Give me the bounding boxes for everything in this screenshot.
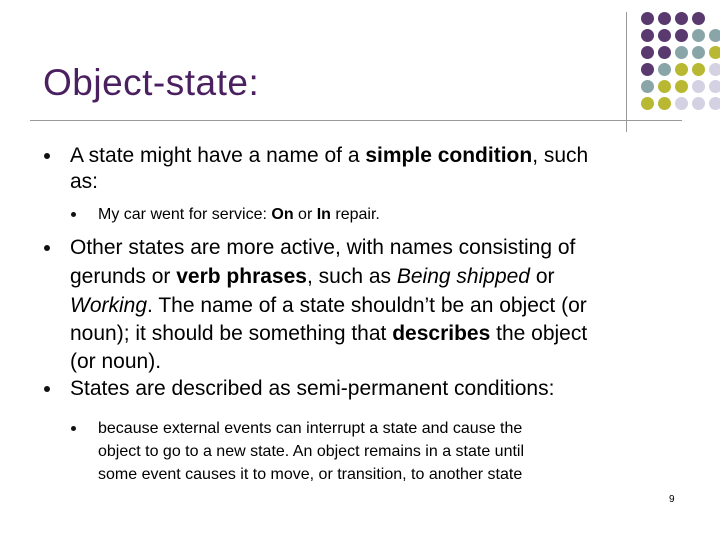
dot bbox=[709, 80, 720, 93]
dot bbox=[641, 63, 654, 76]
dot bbox=[692, 97, 705, 110]
text-run: object to go to a new state. An object remains in a state until bbox=[98, 443, 525, 460]
dot bbox=[675, 29, 688, 42]
dot bbox=[641, 29, 654, 42]
dot bbox=[675, 46, 688, 59]
dot bbox=[641, 97, 654, 110]
dot bbox=[658, 46, 671, 59]
text-run: , such bbox=[532, 144, 589, 167]
dot bbox=[641, 80, 654, 93]
page-number: 9 bbox=[669, 494, 675, 505]
bullet-text bbox=[70, 322, 587, 346]
bullet-text bbox=[70, 265, 555, 289]
dot bbox=[641, 12, 654, 25]
text-run: Other states are more active, with names consisting of bbox=[70, 236, 576, 259]
dot bbox=[675, 97, 688, 110]
sub-bullet-text bbox=[98, 465, 522, 485]
dot bbox=[709, 29, 720, 42]
text-run: , such as bbox=[306, 265, 397, 288]
text-run: some event causes it to move, or transition, to another state bbox=[98, 466, 523, 483]
dot bbox=[675, 80, 688, 93]
dot bbox=[692, 63, 705, 76]
bullet-text bbox=[70, 294, 587, 318]
sub-bullet-marker bbox=[71, 426, 76, 431]
bold-text: describes bbox=[392, 322, 491, 345]
bullet-text bbox=[70, 144, 588, 168]
bold-text: verb phrases bbox=[176, 265, 307, 288]
bold-text: On bbox=[271, 206, 294, 223]
dot bbox=[692, 29, 705, 42]
text-run: or bbox=[293, 206, 317, 223]
text-run: repair. bbox=[330, 206, 380, 223]
text-run: as: bbox=[70, 170, 99, 193]
dot bbox=[658, 12, 671, 25]
bullet-text bbox=[70, 377, 554, 401]
italic-text: Being shipped bbox=[396, 265, 530, 288]
dot bbox=[709, 97, 720, 110]
bullet-text bbox=[70, 350, 161, 374]
text-run: or bbox=[529, 265, 555, 288]
sub-bullet-text bbox=[98, 205, 380, 225]
italic-text: Working bbox=[70, 294, 148, 317]
text-run: States are described as semi-permanent conditions: bbox=[70, 377, 555, 400]
dot bbox=[675, 63, 688, 76]
sub-bullet-text bbox=[98, 442, 524, 462]
text-run: My car went for service: bbox=[98, 206, 272, 223]
text-run: (or noun). bbox=[70, 350, 162, 373]
text-run: the object bbox=[490, 322, 588, 345]
sub-bullet-marker bbox=[71, 212, 76, 217]
slide-title: Object-state: bbox=[43, 62, 260, 103]
text-run: A state might have a name of a bbox=[70, 144, 366, 167]
vertical-divider bbox=[626, 12, 627, 132]
dot bbox=[692, 46, 705, 59]
text-run: because external events can interrupt a state and cause the bbox=[98, 420, 523, 437]
bold-text: In bbox=[316, 206, 331, 223]
text-run: . The name of a state shouldn’t be an object (or bbox=[147, 294, 587, 317]
bullet-marker bbox=[44, 245, 50, 251]
bullet-text bbox=[70, 170, 98, 194]
dot bbox=[675, 12, 688, 25]
dot bbox=[658, 97, 671, 110]
sub-bullet-text bbox=[98, 419, 522, 439]
title-underline bbox=[30, 120, 682, 121]
bullet-marker bbox=[44, 386, 50, 392]
bold-text: simple condition bbox=[365, 144, 533, 167]
dot bbox=[709, 46, 720, 59]
dot bbox=[641, 46, 654, 59]
dot bbox=[658, 80, 671, 93]
dot bbox=[692, 12, 705, 25]
text-run: gerunds or bbox=[70, 265, 177, 288]
dot bbox=[658, 63, 671, 76]
text-run: noun); it should be something that bbox=[70, 322, 393, 345]
decorative-dot-grid bbox=[640, 11, 720, 121]
dot bbox=[709, 63, 720, 76]
bullet-marker bbox=[44, 153, 50, 159]
dot bbox=[692, 80, 705, 93]
bullet-text bbox=[70, 236, 575, 260]
dot bbox=[658, 29, 671, 42]
